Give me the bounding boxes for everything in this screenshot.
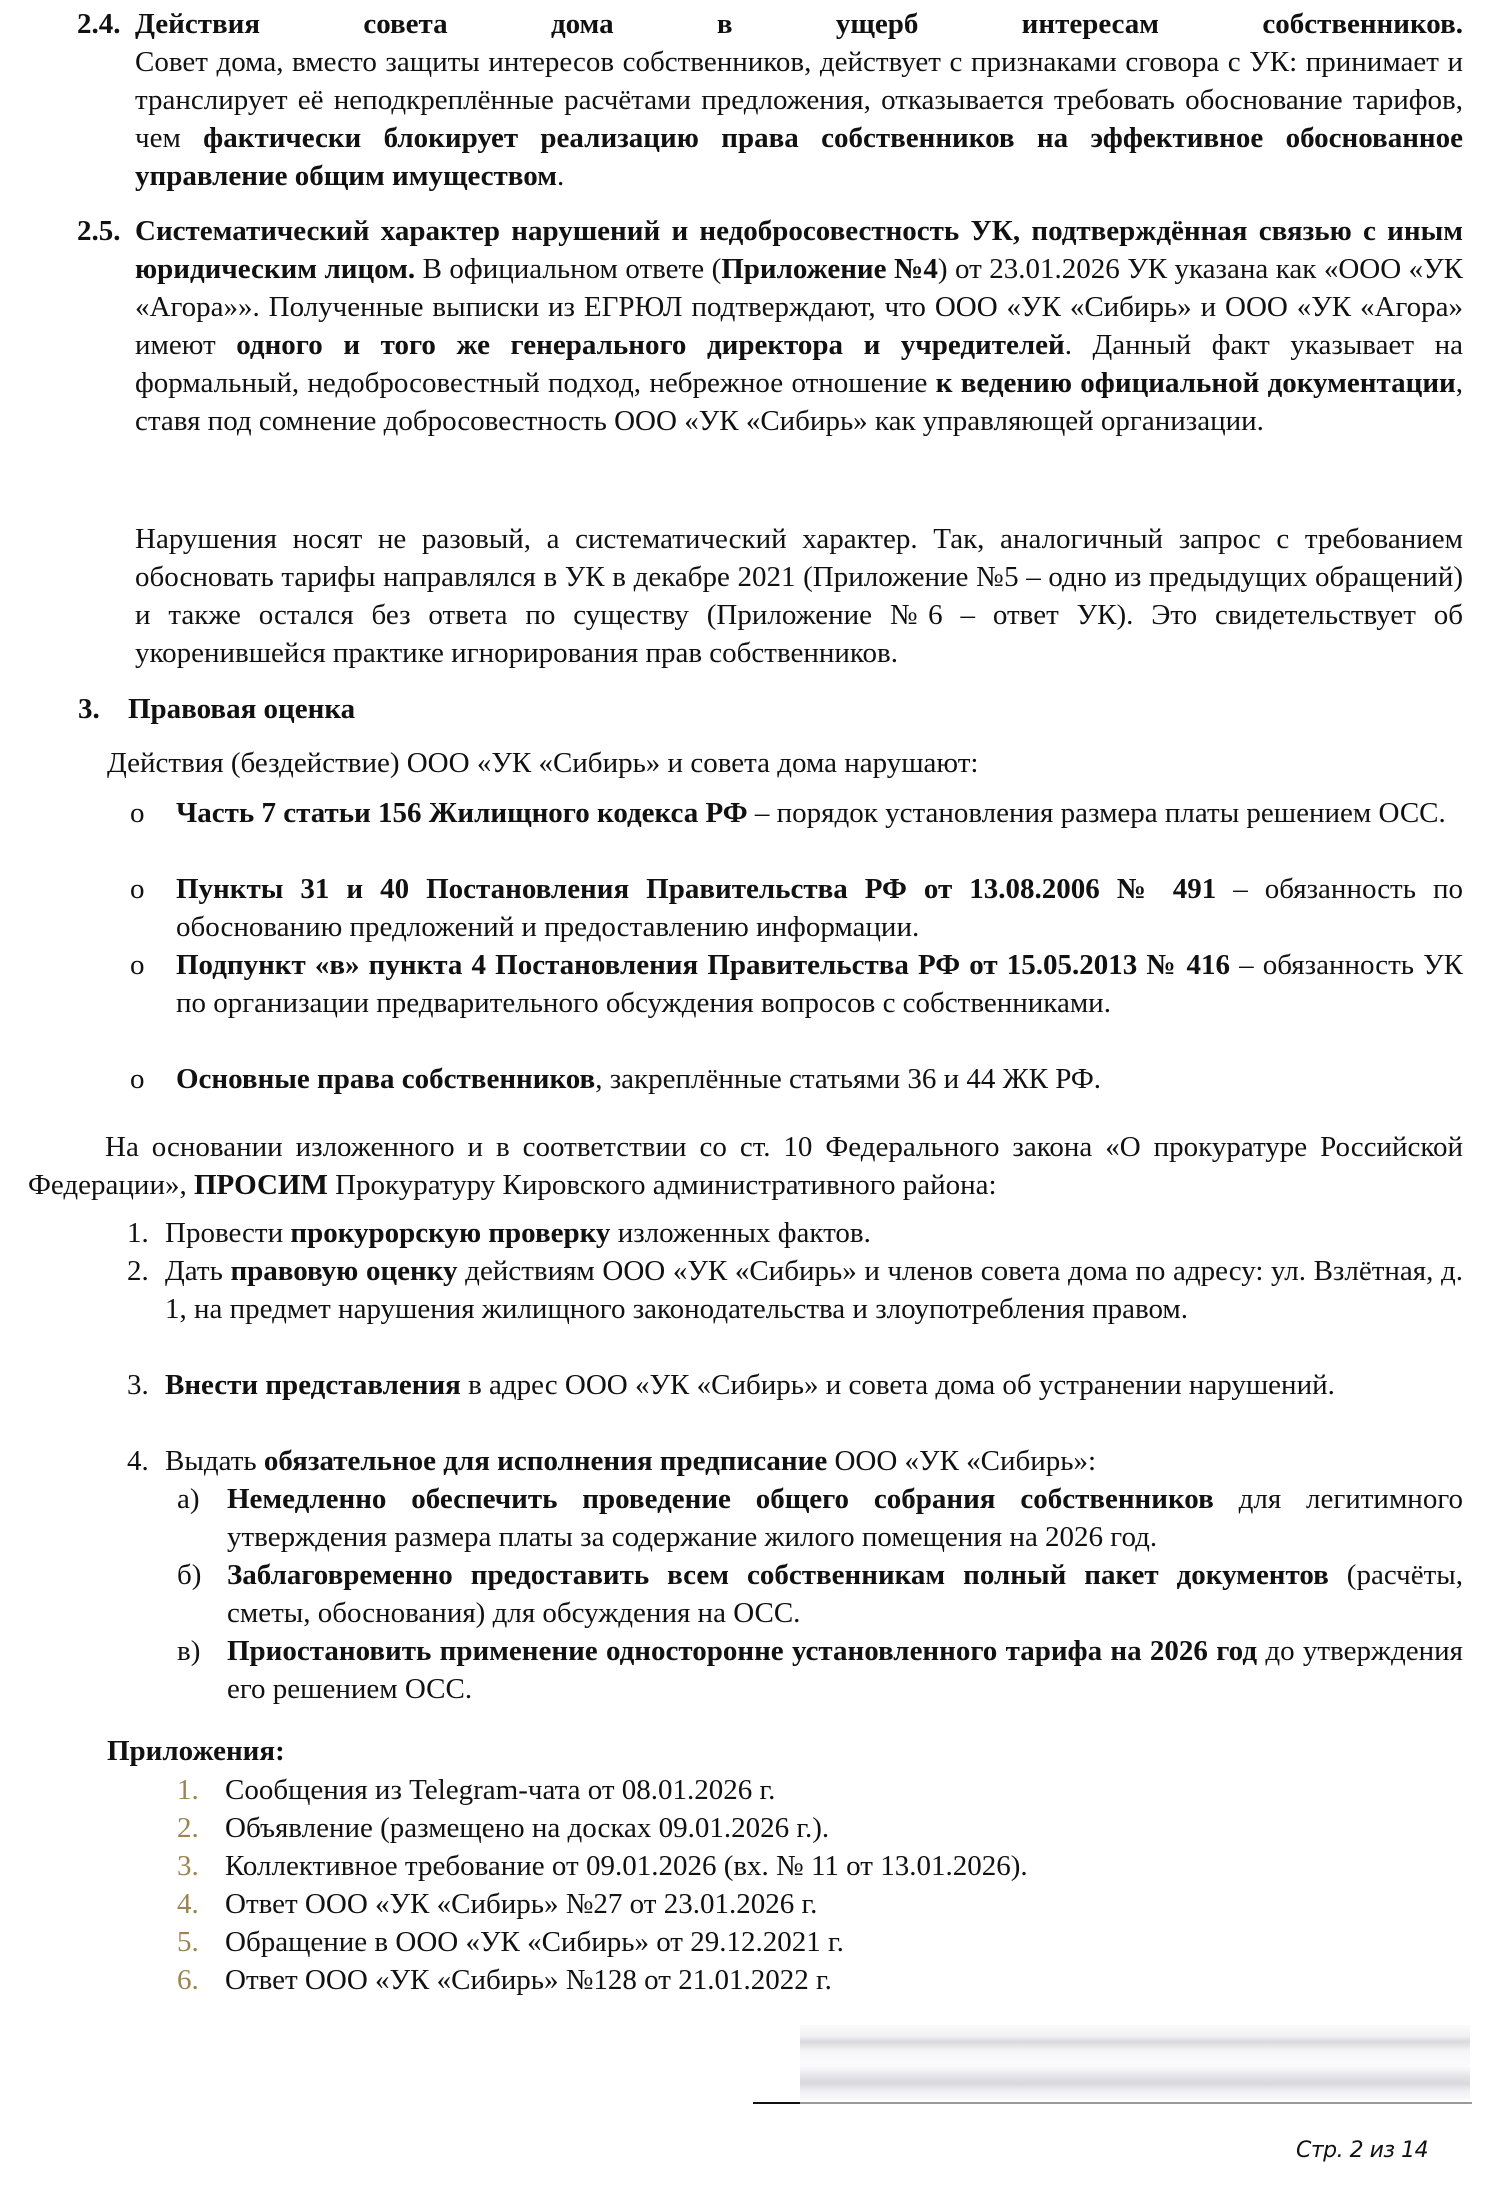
appendix-item: Коллективное требование от 09.01.2026 (вх. № 11 от 13.01.2026). [225, 1850, 1028, 1882]
bullet-circle-icon: o [130, 1063, 145, 1095]
section-number: 2.4. [77, 8, 121, 40]
section-paragraph: Нарушения носят не разовый, а систематический характер. Так, аналогичный запрос с требованием обосновать тарифы направлялся в УК в декабре 2021 (Приложение №5 – одно из предыдущих обращений) и также остался без ответа по существу (Приложение №6 – ответ УК). Это свидетельствует об укоренившейся практике игнорирования прав собственников. [135, 523, 1463, 669]
section-number: 2.5. [77, 215, 121, 247]
appendix-number: 3. [177, 1850, 199, 1882]
list-number: 1. [127, 1217, 149, 1249]
sub-list-item: Заблаговременно предоставить всем собственникам полный пакет документов (расчёты, сметы, обоснования) для обсуждения на ОСС. [227, 1559, 1463, 1629]
appendix-number: 6. [177, 1964, 199, 1996]
section-heading: Систематический характер нарушений и недобросовестность УК, подтверждённая связью с иным юридическим лицом. [135, 215, 1463, 285]
redacted-signature-area [800, 2025, 1470, 2100]
appendix-item: Ответ ООО «УК «Сибирь» №27 от 23.01.2026 г. [225, 1888, 818, 1920]
list-item: Дать правовую оценку действиям ООО «УК «Сибирь» и членов совета дома по адресу: ул. Взлётная, д. 1, на предмет нарушения жилищного законодательства и злоупотребления правом. [165, 1255, 1463, 1325]
sub-list-item: Приостановить применение односторонне установленного тарифа на 2026 год до утверждения его решением ОСС. [227, 1635, 1463, 1705]
section-heading: Правовая оценка [128, 693, 356, 725]
appendix-number: 1. [177, 1774, 199, 1806]
appendix-number: 5. [177, 1926, 199, 1958]
appendix-item: Ответ ООО «УК «Сибирь» №128 от 21.01.2022 г. [225, 1964, 832, 1996]
list-item: Основные права собственников, закреплённые статьями 36 и 44 ЖК РФ. [176, 1063, 1102, 1095]
list-item: Провести прокурорскую проверку изложенных фактов. [165, 1217, 871, 1249]
list-number: 2. [127, 1255, 149, 1287]
sub-list-letter: в) [177, 1635, 201, 1667]
section-number: 3. [78, 693, 100, 725]
signature-line [753, 2102, 801, 2104]
appendix-number: 2. [177, 1812, 199, 1844]
signature-line-extension [800, 2102, 1472, 2104]
list-item: Пункты 31 и 40 Постановления Правительства РФ от 13.08.2006 № 491 – обязанность по обоснованию предложений и предоставлению информации. [176, 873, 1463, 943]
sub-list-item: Немедленно обеспечить проведение общего собрания собственников для легитимного утверждения размера платы за содержание жилого помещения на 2026 год. [227, 1483, 1463, 1553]
bullet-circle-icon: o [130, 949, 145, 981]
appendix-number: 4. [177, 1888, 199, 1920]
sub-list-letter: а) [177, 1483, 200, 1515]
section-heading: Действия совета дома в ущерб интересам собственников. [135, 8, 1463, 40]
list-item: Выдать обязательное для исполнения предписание ООО «УК «Сибирь»: [165, 1445, 1097, 1477]
appendix-item: Объявление (размещено на досках 09.01.2026 г.). [225, 1812, 830, 1844]
list-item: Подпункт «в» пункта 4 Постановления Правительства РФ от 15.05.2013 № 416 – обязанность УК по организации предварительного обсуждения вопросов с собственниками. [176, 949, 1463, 1019]
request-paragraph: На основании изложенного и в соответствии со ст. 10 Федерального закона «О прокуратуре Российской Федерации», ПРОСИМ Прокуратуру Кировского административного района: [28, 1131, 1463, 1201]
bullet-circle-icon: o [130, 873, 145, 905]
section-intro: Действия (бездействие) ООО «УК «Сибирь» и совета дома нарушают: [107, 747, 979, 779]
section-body: Совет дома, вместо защиты интересов собственников, действует с признаками сговора с УК: принимает и транслирует её неподкреплённые расчётами предложения, отказывается требовать обоснование тарифов, чем фактически блокирует реализацию права собственников на эффективное обоснованное управление общим имуществом. [135, 46, 1463, 192]
appendix-item: Обращение в ООО «УК «Сибирь» от 29.12.2021 г. [225, 1926, 844, 1958]
list-number: 4. [127, 1445, 149, 1477]
list-item: Часть 7 статьи 156 Жилищного кодекса РФ – порядок установления размера платы решением ОСС. [176, 797, 1446, 829]
page-number: Стр. 2 из 14 [1296, 2138, 1429, 2163]
list-item: Внести представления в адрес ООО «УК «Сибирь» и совета дома об устранении нарушений. [165, 1369, 1335, 1401]
sub-list-letter: б) [177, 1559, 202, 1591]
section-body: Систематический характер нарушений и недобросовестность УК, подтверждённая связью с иным юридическим лицом. В официальном ответе (Приложение №4) от 23.01.2026 УК указана как «ООО «УК «Агора»». Полученные выписки из ЕГРЮЛ подтверждают, что ООО «УК «Сибирь» и ООО «УК «Агора» имеют одного и того же генерального директора и учредителей. Данный факт указывает на формальный, недобросовестный подход, небрежное отношение к ведению официальной документации, ставя под сомнение добросовестность ООО «УК «Сибирь» как управляющей организации. [135, 215, 1464, 437]
appendix-item: Сообщения из Telegram-чата от 08.01.2026 г. [225, 1774, 776, 1806]
appendix-heading: Приложения: [107, 1735, 285, 1767]
bullet-circle-icon: o [130, 797, 145, 829]
list-number: 3. [127, 1369, 149, 1401]
